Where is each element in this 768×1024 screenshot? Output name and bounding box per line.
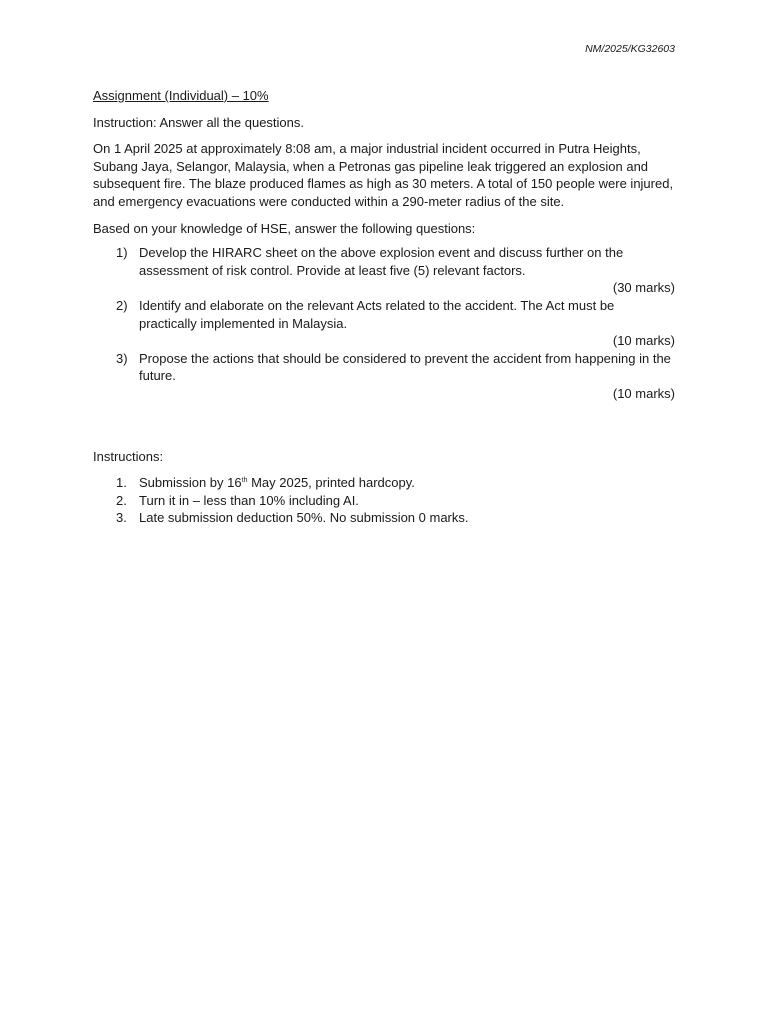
instruction-number: 2. <box>116 492 127 508</box>
scenario-paragraph: On 1 April 2025 at approximately 8:08 am, a major industrial incident occurred in Putra Heights, Subang Jaya, Selangor, Malaysia, when a Petronas gas pipeline leak triggered an explosion and subsequent fire. The blaze produced flames as high as 30 meters. A total of 150 people were injured, and emergency evacuations were conducted within a 290-meter radius of the site. <box>93 141 674 209</box>
question-number: 1) <box>116 245 128 261</box>
instruction-number: 3. <box>116 510 127 526</box>
instruction-item <box>93 492 675 510</box>
question-number: 2) <box>116 297 128 313</box>
instruction-number: 1. <box>116 475 127 491</box>
instruction-text-before: Submission by 16 <box>139 475 242 491</box>
assignment-title: Assignment (Individual) – 10% <box>93 88 269 103</box>
question-item <box>93 244 675 297</box>
question-marks: (10 marks) <box>612 333 675 349</box>
question-list <box>93 244 675 402</box>
instruction-line: Instruction: Answer all the questions. <box>93 114 305 130</box>
instructions-list <box>93 474 675 527</box>
question-item <box>93 350 675 403</box>
question-text: Identify and elaborate on the relevant Acts related to the accident. The Act must be practically implemented in Malaysia. <box>139 297 615 331</box>
document-reference-code: NM/2025/KG32603 <box>585 43 675 55</box>
question-text: Develop the HIRARC sheet on the above explosion event and discuss further on the assessment of risk control. Provide at least five (5) relevant factors. <box>139 245 624 278</box>
question-number: 3) <box>116 350 128 366</box>
instruction-text: Turn it in – less than 10% including AI. <box>139 492 359 508</box>
instruction-text-after: May 2025, printed hardcopy. <box>247 475 415 491</box>
question-marks: (10 marks) <box>612 385 675 401</box>
question-text: Propose the actions that should be considered to prevent the accident from happening in the future. <box>139 350 671 384</box>
date-ordinal-superscript: th <box>241 477 248 485</box>
instructions-heading: Instructions: <box>93 448 164 464</box>
question-item <box>93 297 675 350</box>
document-body <box>93 87 675 527</box>
instruction-text: Late submission deduction 50%. No submission 0 marks. <box>139 510 469 526</box>
instruction-item <box>93 474 675 492</box>
lead-in-paragraph: Based on your knowledge of HSE, answer the following questions: <box>93 220 476 236</box>
instruction-item <box>93 509 675 527</box>
question-marks: (30 marks) <box>612 280 675 296</box>
